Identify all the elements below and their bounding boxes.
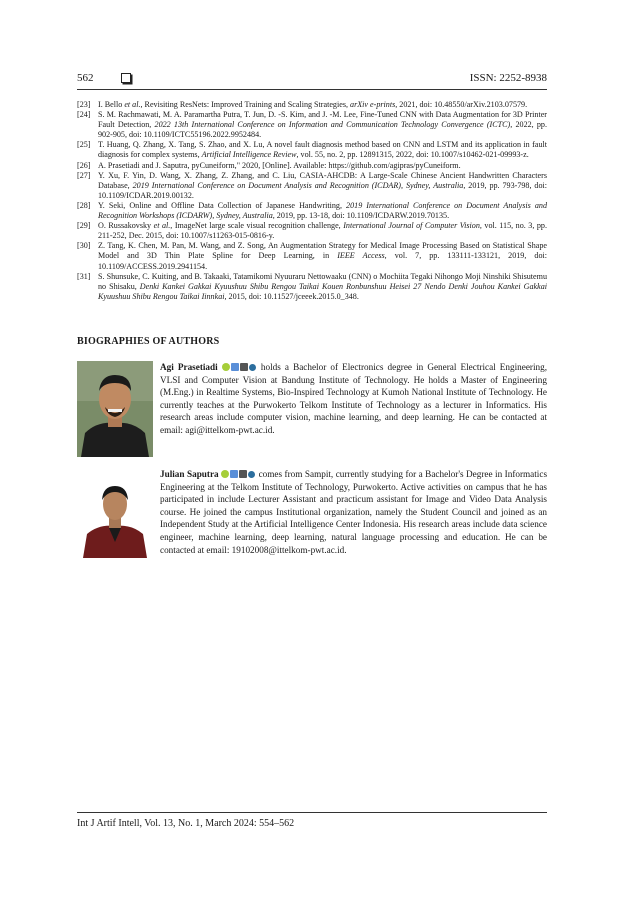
reference-number: [28]: [77, 200, 91, 210]
reference-item: [77, 241, 547, 271]
reference-item: [77, 201, 547, 221]
reference-text: A. Prasetiadi and J. Saputra, pyCuneiform," 2020, [Online]. Available: https://github.com/agipras/pyCuneiform.: [98, 160, 461, 170]
reference-item: [77, 171, 547, 201]
reference-item: [77, 100, 547, 110]
reference-text: T. Huang, Q. Zhang, X. Tang, S. Zhao, and X. Lu, A novel fault diagnosis method based on CNN and LSTM and its application in fault diagnosis for complex systems, Artificial Intelligence Review, vol. 55, no. 2, pp. 12891315, 2022, doi: 10.1007/s10462-021-09993-z.: [98, 140, 547, 160]
reference-item: [77, 221, 547, 241]
author-photo-agi: [77, 361, 153, 457]
author-name: Julian Saputra: [160, 469, 219, 479]
google-scholar-icon[interactable]: [231, 363, 239, 371]
issn-label: ISSN: 2252-8938: [469, 72, 547, 84]
reference-number: [26]: [77, 160, 91, 170]
reference-text: Y. Seki, Online and Offline Data Collection of Japanese Handwriting, 2019 International Conference on Document Analysis and Recognition Workshops (ICDARW), Sydney, Australia, 2019, pp. 13-18, doi: 10.1109/ICDARW.2019.70135.: [98, 200, 547, 221]
reference-text: Z. Tang, K. Chen, M. Pan, M. Wang, and Z. Song, An Augmentation Strategy for Medical Image Processing Based on Statistical Shape Model and 3D Thin Plate Spline for Deep Learning, in IEEE Access, vol. 7, pp. 133111-133121, 2019, doi: 10.1109/ACCESS.2019.2941154.: [98, 241, 547, 271]
reference-text: I. Bello et al., Revisiting ResNets: Improved Training and Scaling Strategies, arXiv e-prints, 2021, doi: 10.48550/arXiv.2103.07579.: [98, 100, 528, 109]
reference-text: S. M. Rachmawati, M. A. Paramartha Putra, T. Jun, D. -S. Kim, and J. -M. Lee, Fine-Tuned CNN with Data Augmentation for 3D Printer Fault Detection, 2022 13th International Conference on Information and Communication Technology Convergence (ICTC), 2022, pp. 902-905, doi: 10.1109/ICTC55196.2022.9952484.: [98, 110, 548, 140]
google-scholar-icon[interactable]: [230, 470, 238, 478]
journal-square-icon: [121, 73, 131, 83]
author-bio-text: [160, 361, 547, 437]
reference-text: O. Russakovsky et al., ImageNet large scale visual recognition challenge, International Journal of Computer Vision, vol. 115, no. 3, pp. 211-252, Dec. 2015, doi: 10.1007/s11263-015-0816-y.: [98, 221, 547, 241]
author-name: Agi Prasetiadi: [160, 362, 218, 372]
biographies-heading: BIOGRAPHIES OF AUTHORS: [77, 336, 220, 347]
header-rule: [77, 89, 547, 90]
scopus-icon[interactable]: [239, 470, 247, 478]
page-footer: Int J Artif Intell, Vol. 13, No. 1, March 2024: 554–562: [77, 818, 295, 829]
reference-number: [30]: [77, 241, 91, 251]
footer-rule: [77, 812, 547, 813]
reference-number: [31]: [77, 271, 91, 281]
page-header: [77, 72, 547, 88]
page-number: 562: [77, 72, 94, 84]
reference-number: [29]: [77, 221, 91, 231]
reference-item: [77, 140, 547, 160]
author-bio-text: [160, 468, 547, 556]
reference-number: [23]: [77, 100, 91, 109]
reference-number: [25]: [77, 140, 91, 150]
reference-item: [77, 161, 547, 171]
reference-item: [77, 272, 547, 302]
orcid-icon[interactable]: [222, 363, 230, 371]
reference-number: [24]: [77, 110, 91, 120]
reference-number: [27]: [77, 170, 91, 180]
reference-item: [77, 110, 547, 140]
orcid-icon[interactable]: [221, 470, 229, 478]
scopus-icon[interactable]: [240, 363, 248, 371]
reference-text: S. Shunsuke, C. Kuiting, and B. Takaaki, Tatamikomi Nyuuraru Nettowaaku (CNN) o Mochiita Tegaki Nihongo Moji Ninshiki Shisutemu no Shisaku, Denki Kankei Gakkai Kyuushuu Shibu Rengou Taikai Kouen Ronbunshuu Heisei 27 Nendo Denki Jouhou Kankei Gakkai Kyuushuu Shibu Rengou Taikai Iinnkai, 2015, doi: 10.11527/jceeek.2015.0_348.: [98, 271, 547, 301]
reference-text: Y. Xu, F. Yin, D. Wang, X. Zhang, Z. Zhang, and C. Liu, CASIA-AHCDB: A Large-Scale Chinese Ancient Handwritten Characters Database, 2019 International Conference on Document Analysis and Recognition (ICDAR), Sydney, Australia, 2019, pp. 793-798, doi: 10.1109/ICDAR.2019.00132.: [98, 170, 547, 200]
reference-list: [77, 100, 547, 302]
author-bio-body: holds a Bachelor of Electronics degree in General Electrical Engineering, VLSI and Computer Vision at Bandung Institute of Technology. He holds a Master of Engineering (M.Eng.) in Realtime Systems, Bio-Inspired Technology at Kumoh National Institute of Technology. He currently teaches at the Purwokerto Telkom Institute of Technology as a lecturer in Informatics. His research areas include computer vision, machine learning, and deep learning. He can be contacted at email: agi@ittelkom-pwt.ac.id.: [160, 362, 548, 435]
publons-icon[interactable]: [248, 471, 255, 478]
author-bio-body: comes from Sampit, currently studying for a Bachelor's Degree in Informatics Engineering at the Telkom Institute of Technology, Purwokerto. Active activities on campus that he has participated in include Lecturer Assistant and practicum assistant for Image and Video Data Analysis course. He joined the campus Institutional organization, namely the Student Council and joined as an Independent Study at the Artificial Intelligence Center Indonesia. His research areas include data science engineer, machine learning, deep learning, natural language processing and education. He can be contacted at email: 19102008@ittelkom-pwt.ac.id.: [160, 469, 548, 555]
publons-icon[interactable]: [249, 364, 256, 371]
author-photo-julian: [77, 478, 153, 558]
